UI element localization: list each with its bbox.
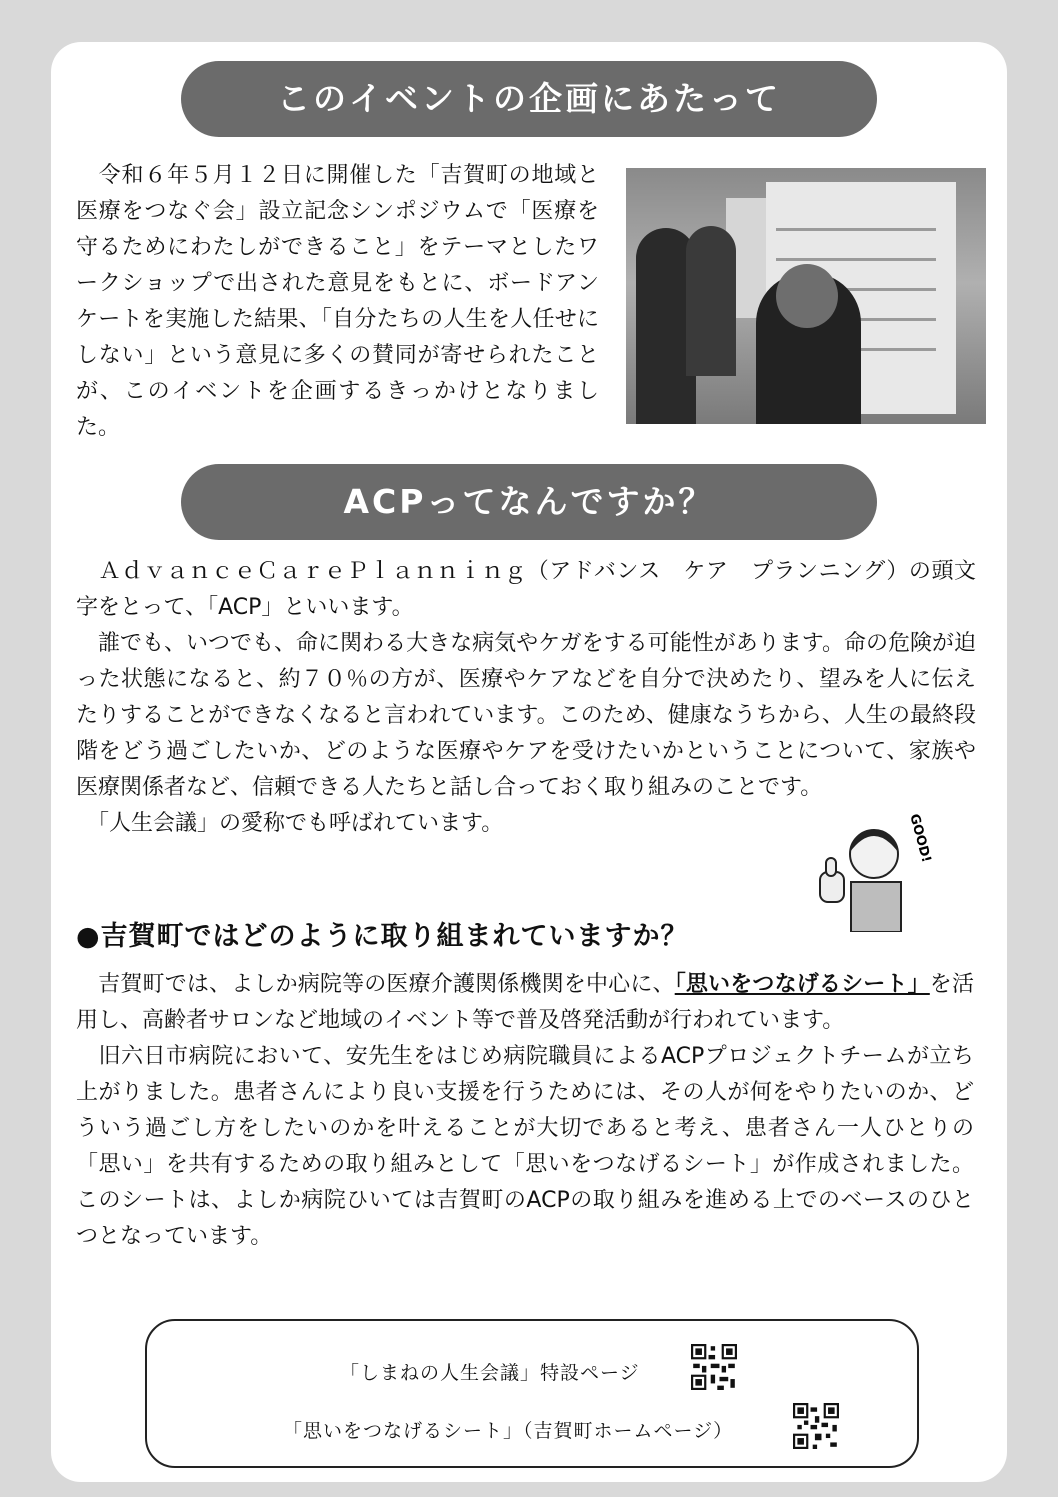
- workshop-photo: [626, 168, 986, 424]
- acp-paragraph-1: ＡｄｖａｎｃｅＣａｒｅＰｌａｎｎｉｎｇ（アドバンス ケア プランニング）の頭文字をとって、「ACP」といいます。: [76, 559, 976, 620]
- good-text: GOOD!: [906, 812, 934, 865]
- qr-code-icon[interactable]: [691, 1344, 737, 1390]
- yoshika-body: [76, 967, 974, 1255]
- section-title-event-planning: このイベントの企画にあたって: [181, 61, 877, 137]
- sheet-link-text: 「思いをつなげるシート」: [674, 972, 930, 997]
- yoshika-paragraph-1: 吉賀町では、よしか病院等の医療介護関係機関を中心に、「思いをつなげるシート」を活用し、高齢者サロンなど地域のイベント等で普及啓発活動が行われています。: [76, 972, 974, 1033]
- intro-paragraph: 令和６年５月１２日に開催した「吉賀町の地域と医療をつなぐ会」設立記念シンポジウムで「医療を守るためにわたしができること」をテーマとしたワークショップで出された意見をもとに、ボードアンケートを実施した結果、「自分たちの人生を人任せにしない」という意見に多くの賛同が寄せられたことが、このイベントを企画するきっかけとなりました。: [76, 163, 599, 440]
- link-omoi-sheet[interactable]: 「思いをつなげるシート」（吉賀町ホームページ）: [283, 1420, 734, 1442]
- section-title-acp: ACPってなんですか？: [181, 464, 877, 540]
- acp-description: [76, 554, 976, 842]
- good-thumbs-up-illustration: [816, 812, 961, 932]
- link-shimane-jinsei-kaigi[interactable]: 「しまねの人生会議」特設ページ: [340, 1362, 640, 1384]
- qr-code-icon[interactable]: [793, 1403, 839, 1449]
- page: [51, 42, 1007, 1482]
- links-box: [145, 1319, 919, 1468]
- acp-paragraph-3: 「人生会議」の愛称でも呼ばれています。: [76, 811, 504, 836]
- acp-paragraph-2: 誰でも、いつでも、命に関わる大きな病気やケガをする可能性があります。命の危険が迫った状態になると、約７０％の方が、医療やケアなどを自分で決めたり、望みを人に伝えたりすることができなくなると言われています。このため、健康なうちから、人生の最終段階をどう過ごしたいか、どのような医療やケアを受けたいかということについて、家族や医療関係者など、信頼できる人たちと話し合っておく取り組みのことです。: [76, 631, 976, 800]
- yoshika-heading: ●吉賀町ではどのように取り組まれていますか？: [76, 921, 689, 952]
- yoshika-paragraph-2: 旧六日市病院において、安先生をはじめ病院職員によるACPプロジェクトチームが立ち上がりました。患者さんにより良い支援を行うためには、その人が何をやりたいのか、どういう過ごし方をしたいのかを叶えることが大切であると考え、患者さん一人ひとりの「思い」を共有するための取り組みとして「思いをつなげるシート」が作成されました。このシートは、よしか病院ひいては吉賀町のACPの取り組みを進める上でのベースのひとつとなっています。: [76, 1044, 974, 1249]
